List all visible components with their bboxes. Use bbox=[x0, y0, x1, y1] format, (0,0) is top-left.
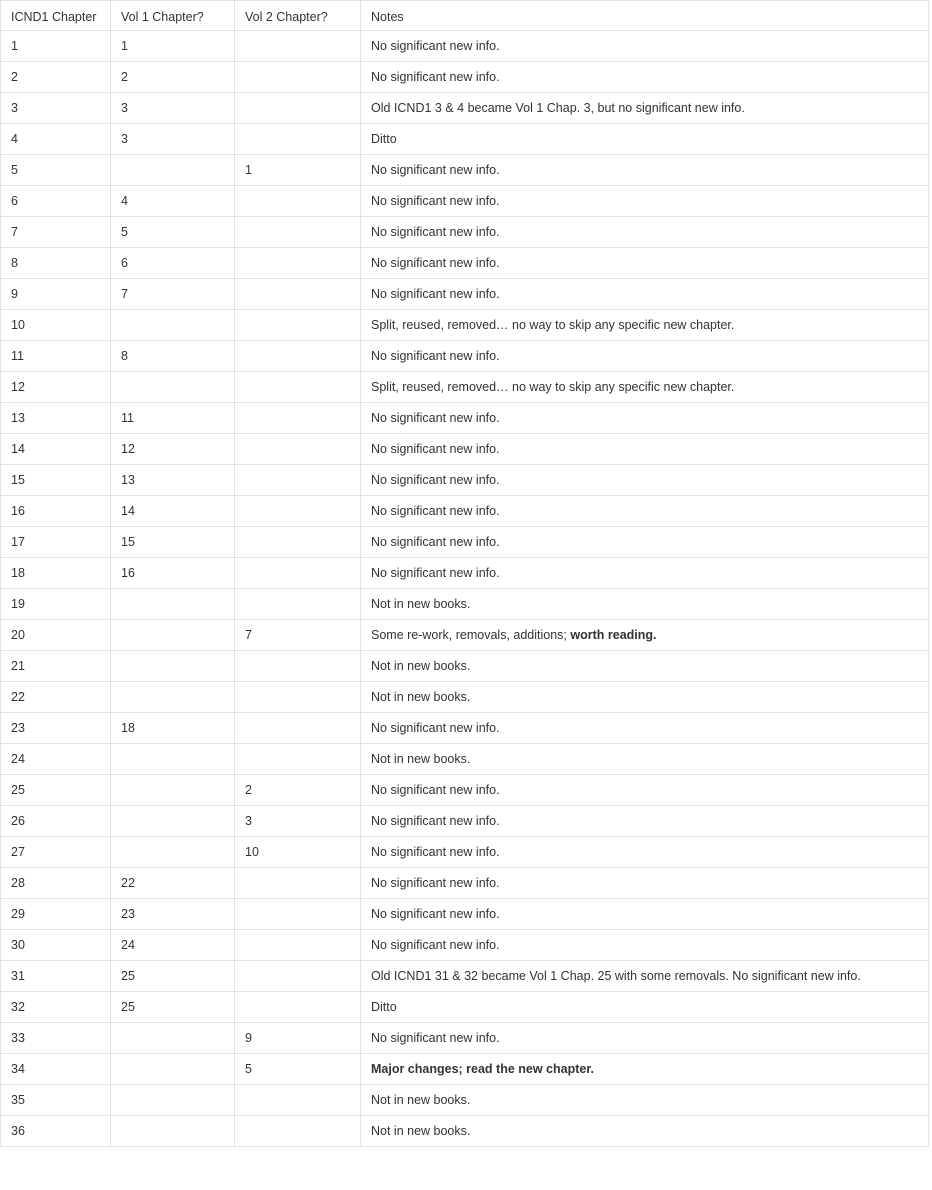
cell-vol2-chapter bbox=[235, 93, 361, 124]
table-row bbox=[1, 248, 929, 279]
table-row bbox=[1, 1116, 929, 1147]
cell-icnd1-chapter: 34 bbox=[1, 1054, 111, 1085]
cell-icnd1-chapter: 3 bbox=[1, 93, 111, 124]
table-row bbox=[1, 403, 929, 434]
notes-emphasis: worth reading. bbox=[570, 628, 657, 642]
cell-notes bbox=[361, 62, 929, 93]
cell-vol2-chapter bbox=[235, 651, 361, 682]
cell-vol2-chapter bbox=[235, 558, 361, 589]
cell-vol1-chapter: 3 bbox=[111, 93, 235, 124]
cell-icnd1-chapter: 32 bbox=[1, 992, 111, 1023]
cell-vol2-chapter: 1 bbox=[235, 155, 361, 186]
cell-vol2-chapter bbox=[235, 248, 361, 279]
cell-vol1-chapter: 16 bbox=[111, 558, 235, 589]
notes-text: No significant new info. bbox=[371, 845, 500, 859]
cell-vol1-chapter bbox=[111, 744, 235, 775]
cell-vol2-chapter bbox=[235, 992, 361, 1023]
cell-vol2-chapter bbox=[235, 589, 361, 620]
cell-icnd1-chapter: 19 bbox=[1, 589, 111, 620]
notes-text: Ditto bbox=[371, 1000, 397, 1014]
cell-icnd1-chapter: 31 bbox=[1, 961, 111, 992]
cell-vol1-chapter: 7 bbox=[111, 279, 235, 310]
cell-vol1-chapter: 14 bbox=[111, 496, 235, 527]
table-row bbox=[1, 899, 929, 930]
cell-notes bbox=[361, 31, 929, 62]
table-row bbox=[1, 1085, 929, 1116]
cell-vol2-chapter bbox=[235, 341, 361, 372]
table-row bbox=[1, 620, 929, 651]
table-row bbox=[1, 775, 929, 806]
cell-notes bbox=[361, 248, 929, 279]
table-row bbox=[1, 62, 929, 93]
table-row bbox=[1, 651, 929, 682]
cell-notes bbox=[361, 527, 929, 558]
cell-vol1-chapter: 2 bbox=[111, 62, 235, 93]
notes-text: Old ICND1 31 & 32 became Vol 1 Chap. 25 with some removals. No significant new info. bbox=[371, 969, 861, 983]
notes-text: No significant new info. bbox=[371, 194, 500, 208]
cell-notes bbox=[361, 496, 929, 527]
notes-text: No significant new info. bbox=[371, 39, 500, 53]
notes-text: No significant new info. bbox=[371, 535, 500, 549]
cell-notes bbox=[361, 558, 929, 589]
table-row bbox=[1, 837, 929, 868]
notes-text: No significant new info. bbox=[371, 473, 500, 487]
cell-notes bbox=[361, 310, 929, 341]
table-row bbox=[1, 496, 929, 527]
notes-text: Split, reused, removed… no way to skip any specific new chapter. bbox=[371, 318, 735, 332]
cell-notes bbox=[361, 651, 929, 682]
cell-notes bbox=[361, 93, 929, 124]
notes-text: Some re-work, removals, additions; bbox=[371, 628, 571, 642]
table-row bbox=[1, 155, 929, 186]
table-row bbox=[1, 124, 929, 155]
cell-vol1-chapter: 22 bbox=[111, 868, 235, 899]
notes-text: Old ICND1 3 & 4 became Vol 1 Chap. 3, but no significant new info. bbox=[371, 101, 745, 115]
cell-notes bbox=[361, 837, 929, 868]
cell-vol2-chapter bbox=[235, 1116, 361, 1147]
cell-icnd1-chapter: 20 bbox=[1, 620, 111, 651]
cell-vol2-chapter bbox=[235, 31, 361, 62]
cell-vol1-chapter bbox=[111, 155, 235, 186]
cell-vol1-chapter: 11 bbox=[111, 403, 235, 434]
cell-vol1-chapter bbox=[111, 310, 235, 341]
cell-notes bbox=[361, 155, 929, 186]
cell-notes bbox=[361, 806, 929, 837]
notes-text: No significant new info. bbox=[371, 442, 500, 456]
cell-vol1-chapter: 25 bbox=[111, 961, 235, 992]
cell-vol2-chapter: 3 bbox=[235, 806, 361, 837]
table-row bbox=[1, 589, 929, 620]
notes-text: No significant new info. bbox=[371, 907, 500, 921]
cell-icnd1-chapter: 13 bbox=[1, 403, 111, 434]
cell-vol2-chapter bbox=[235, 527, 361, 558]
cell-vol1-chapter bbox=[111, 806, 235, 837]
notes-text: No significant new info. bbox=[371, 566, 500, 580]
cell-notes bbox=[361, 465, 929, 496]
notes-text: Split, reused, removed… no way to skip any specific new chapter. bbox=[371, 380, 735, 394]
table-row bbox=[1, 31, 929, 62]
cell-notes bbox=[361, 1116, 929, 1147]
table-row bbox=[1, 1023, 929, 1054]
cell-notes bbox=[361, 1054, 929, 1085]
notes-text: Not in new books. bbox=[371, 659, 471, 673]
cell-vol2-chapter: 7 bbox=[235, 620, 361, 651]
cell-vol2-chapter bbox=[235, 62, 361, 93]
cell-icnd1-chapter: 5 bbox=[1, 155, 111, 186]
cell-icnd1-chapter: 27 bbox=[1, 837, 111, 868]
cell-notes bbox=[361, 186, 929, 217]
notes-text: Not in new books. bbox=[371, 1124, 471, 1138]
cell-notes bbox=[361, 124, 929, 155]
cell-vol1-chapter: 4 bbox=[111, 186, 235, 217]
table-row bbox=[1, 806, 929, 837]
table-row bbox=[1, 961, 929, 992]
cell-icnd1-chapter: 17 bbox=[1, 527, 111, 558]
table-row bbox=[1, 279, 929, 310]
cell-notes bbox=[361, 279, 929, 310]
table-row bbox=[1, 868, 929, 899]
cell-vol1-chapter: 13 bbox=[111, 465, 235, 496]
cell-vol2-chapter bbox=[235, 186, 361, 217]
cell-notes bbox=[361, 434, 929, 465]
cell-vol2-chapter bbox=[235, 434, 361, 465]
cell-vol2-chapter bbox=[235, 930, 361, 961]
cell-vol1-chapter bbox=[111, 651, 235, 682]
cell-icnd1-chapter: 28 bbox=[1, 868, 111, 899]
cell-icnd1-chapter: 4 bbox=[1, 124, 111, 155]
table-row bbox=[1, 310, 929, 341]
cell-icnd1-chapter: 6 bbox=[1, 186, 111, 217]
cell-vol2-chapter bbox=[235, 465, 361, 496]
notes-text: Not in new books. bbox=[371, 1093, 471, 1107]
table-row bbox=[1, 217, 929, 248]
table-row bbox=[1, 93, 929, 124]
notes-text: No significant new info. bbox=[371, 938, 500, 952]
table-row bbox=[1, 434, 929, 465]
cell-notes bbox=[361, 992, 929, 1023]
cell-vol1-chapter bbox=[111, 837, 235, 868]
notes-text: Not in new books. bbox=[371, 597, 471, 611]
cell-icnd1-chapter: 35 bbox=[1, 1085, 111, 1116]
cell-notes bbox=[361, 620, 929, 651]
cell-icnd1-chapter: 26 bbox=[1, 806, 111, 837]
header-icnd1-chapter: ICND1 Chapter bbox=[1, 1, 111, 31]
cell-notes bbox=[361, 713, 929, 744]
cell-icnd1-chapter: 30 bbox=[1, 930, 111, 961]
cell-vol1-chapter: 18 bbox=[111, 713, 235, 744]
table-body bbox=[1, 31, 929, 1147]
notes-text: No significant new info. bbox=[371, 163, 500, 177]
cell-icnd1-chapter: 8 bbox=[1, 248, 111, 279]
notes-text: No significant new info. bbox=[371, 721, 500, 735]
notes-text: No significant new info. bbox=[371, 783, 500, 797]
cell-icnd1-chapter: 15 bbox=[1, 465, 111, 496]
cell-vol2-chapter bbox=[235, 868, 361, 899]
table-row bbox=[1, 186, 929, 217]
cell-vol2-chapter: 9 bbox=[235, 1023, 361, 1054]
cell-notes bbox=[361, 775, 929, 806]
cell-vol2-chapter bbox=[235, 372, 361, 403]
cell-icnd1-chapter: 1 bbox=[1, 31, 111, 62]
cell-vol2-chapter bbox=[235, 713, 361, 744]
cell-icnd1-chapter: 9 bbox=[1, 279, 111, 310]
cell-vol1-chapter bbox=[111, 589, 235, 620]
cell-vol2-chapter bbox=[235, 217, 361, 248]
table-row bbox=[1, 682, 929, 713]
header-row bbox=[1, 1, 929, 31]
cell-vol1-chapter: 8 bbox=[111, 341, 235, 372]
table-row bbox=[1, 1054, 929, 1085]
notes-text: No significant new info. bbox=[371, 349, 500, 363]
cell-icnd1-chapter: 12 bbox=[1, 372, 111, 403]
cell-icnd1-chapter: 25 bbox=[1, 775, 111, 806]
cell-vol1-chapter bbox=[111, 372, 235, 403]
header-vol2-chapter: Vol 2 Chapter? bbox=[235, 1, 361, 31]
cell-icnd1-chapter: 14 bbox=[1, 434, 111, 465]
cell-vol2-chapter: 10 bbox=[235, 837, 361, 868]
notes-text: No significant new info. bbox=[371, 411, 500, 425]
cell-notes bbox=[361, 744, 929, 775]
cell-vol2-chapter bbox=[235, 124, 361, 155]
table-row bbox=[1, 372, 929, 403]
cell-vol1-chapter bbox=[111, 1116, 235, 1147]
cell-vol2-chapter: 2 bbox=[235, 775, 361, 806]
table-row bbox=[1, 527, 929, 558]
cell-notes bbox=[361, 961, 929, 992]
cell-notes bbox=[361, 372, 929, 403]
cell-vol2-chapter bbox=[235, 310, 361, 341]
notes-text: No significant new info. bbox=[371, 504, 500, 518]
cell-notes bbox=[361, 1085, 929, 1116]
cell-notes bbox=[361, 403, 929, 434]
cell-notes bbox=[361, 899, 929, 930]
cell-icnd1-chapter: 16 bbox=[1, 496, 111, 527]
cell-vol1-chapter bbox=[111, 1023, 235, 1054]
cell-notes bbox=[361, 682, 929, 713]
table-row bbox=[1, 558, 929, 589]
notes-text: No significant new info. bbox=[371, 814, 500, 828]
cell-vol1-chapter bbox=[111, 1085, 235, 1116]
notes-text: No significant new info. bbox=[371, 70, 500, 84]
table-row bbox=[1, 930, 929, 961]
cell-vol1-chapter bbox=[111, 620, 235, 651]
cell-vol1-chapter: 6 bbox=[111, 248, 235, 279]
cell-vol2-chapter bbox=[235, 403, 361, 434]
notes-text: Ditto bbox=[371, 132, 397, 146]
cell-vol1-chapter bbox=[111, 682, 235, 713]
notes-text: No significant new info. bbox=[371, 225, 500, 239]
cell-notes bbox=[361, 930, 929, 961]
notes-text: Major changes; read the new chapter. bbox=[371, 1062, 594, 1076]
cell-vol1-chapter: 1 bbox=[111, 31, 235, 62]
cell-notes bbox=[361, 868, 929, 899]
table-row bbox=[1, 713, 929, 744]
cell-icnd1-chapter: 2 bbox=[1, 62, 111, 93]
cell-icnd1-chapter: 29 bbox=[1, 899, 111, 930]
cell-icnd1-chapter: 36 bbox=[1, 1116, 111, 1147]
cell-vol2-chapter bbox=[235, 961, 361, 992]
cell-notes bbox=[361, 1023, 929, 1054]
notes-text: No significant new info. bbox=[371, 1031, 500, 1045]
cell-vol2-chapter: 5 bbox=[235, 1054, 361, 1085]
cell-vol1-chapter: 3 bbox=[111, 124, 235, 155]
cell-vol1-chapter: 25 bbox=[111, 992, 235, 1023]
cell-notes bbox=[361, 341, 929, 372]
cell-vol2-chapter bbox=[235, 496, 361, 527]
cell-vol2-chapter bbox=[235, 279, 361, 310]
cell-vol1-chapter: 24 bbox=[111, 930, 235, 961]
table-row bbox=[1, 465, 929, 496]
cell-vol2-chapter bbox=[235, 899, 361, 930]
cell-notes bbox=[361, 217, 929, 248]
notes-text: Not in new books. bbox=[371, 752, 471, 766]
cell-icnd1-chapter: 22 bbox=[1, 682, 111, 713]
table-row bbox=[1, 744, 929, 775]
notes-text: No significant new info. bbox=[371, 287, 500, 301]
cell-icnd1-chapter: 24 bbox=[1, 744, 111, 775]
notes-text: No significant new info. bbox=[371, 876, 500, 890]
cell-vol2-chapter bbox=[235, 682, 361, 713]
cell-icnd1-chapter: 23 bbox=[1, 713, 111, 744]
cell-vol1-chapter: 23 bbox=[111, 899, 235, 930]
notes-text: No significant new info. bbox=[371, 256, 500, 270]
cell-icnd1-chapter: 10 bbox=[1, 310, 111, 341]
header-vol1-chapter: Vol 1 Chapter? bbox=[111, 1, 235, 31]
cell-vol1-chapter bbox=[111, 775, 235, 806]
cell-vol2-chapter bbox=[235, 744, 361, 775]
cell-icnd1-chapter: 7 bbox=[1, 217, 111, 248]
cell-icnd1-chapter: 18 bbox=[1, 558, 111, 589]
cell-icnd1-chapter: 11 bbox=[1, 341, 111, 372]
cell-vol1-chapter: 5 bbox=[111, 217, 235, 248]
notes-text: Not in new books. bbox=[371, 690, 471, 704]
cell-icnd1-chapter: 33 bbox=[1, 1023, 111, 1054]
cell-vol1-chapter: 15 bbox=[111, 527, 235, 558]
cell-vol2-chapter bbox=[235, 1085, 361, 1116]
table-row bbox=[1, 341, 929, 372]
table-row bbox=[1, 992, 929, 1023]
cell-vol1-chapter bbox=[111, 1054, 235, 1085]
cell-vol1-chapter: 12 bbox=[111, 434, 235, 465]
header-notes: Notes bbox=[361, 1, 929, 31]
cell-icnd1-chapter: 21 bbox=[1, 651, 111, 682]
cell-notes bbox=[361, 589, 929, 620]
